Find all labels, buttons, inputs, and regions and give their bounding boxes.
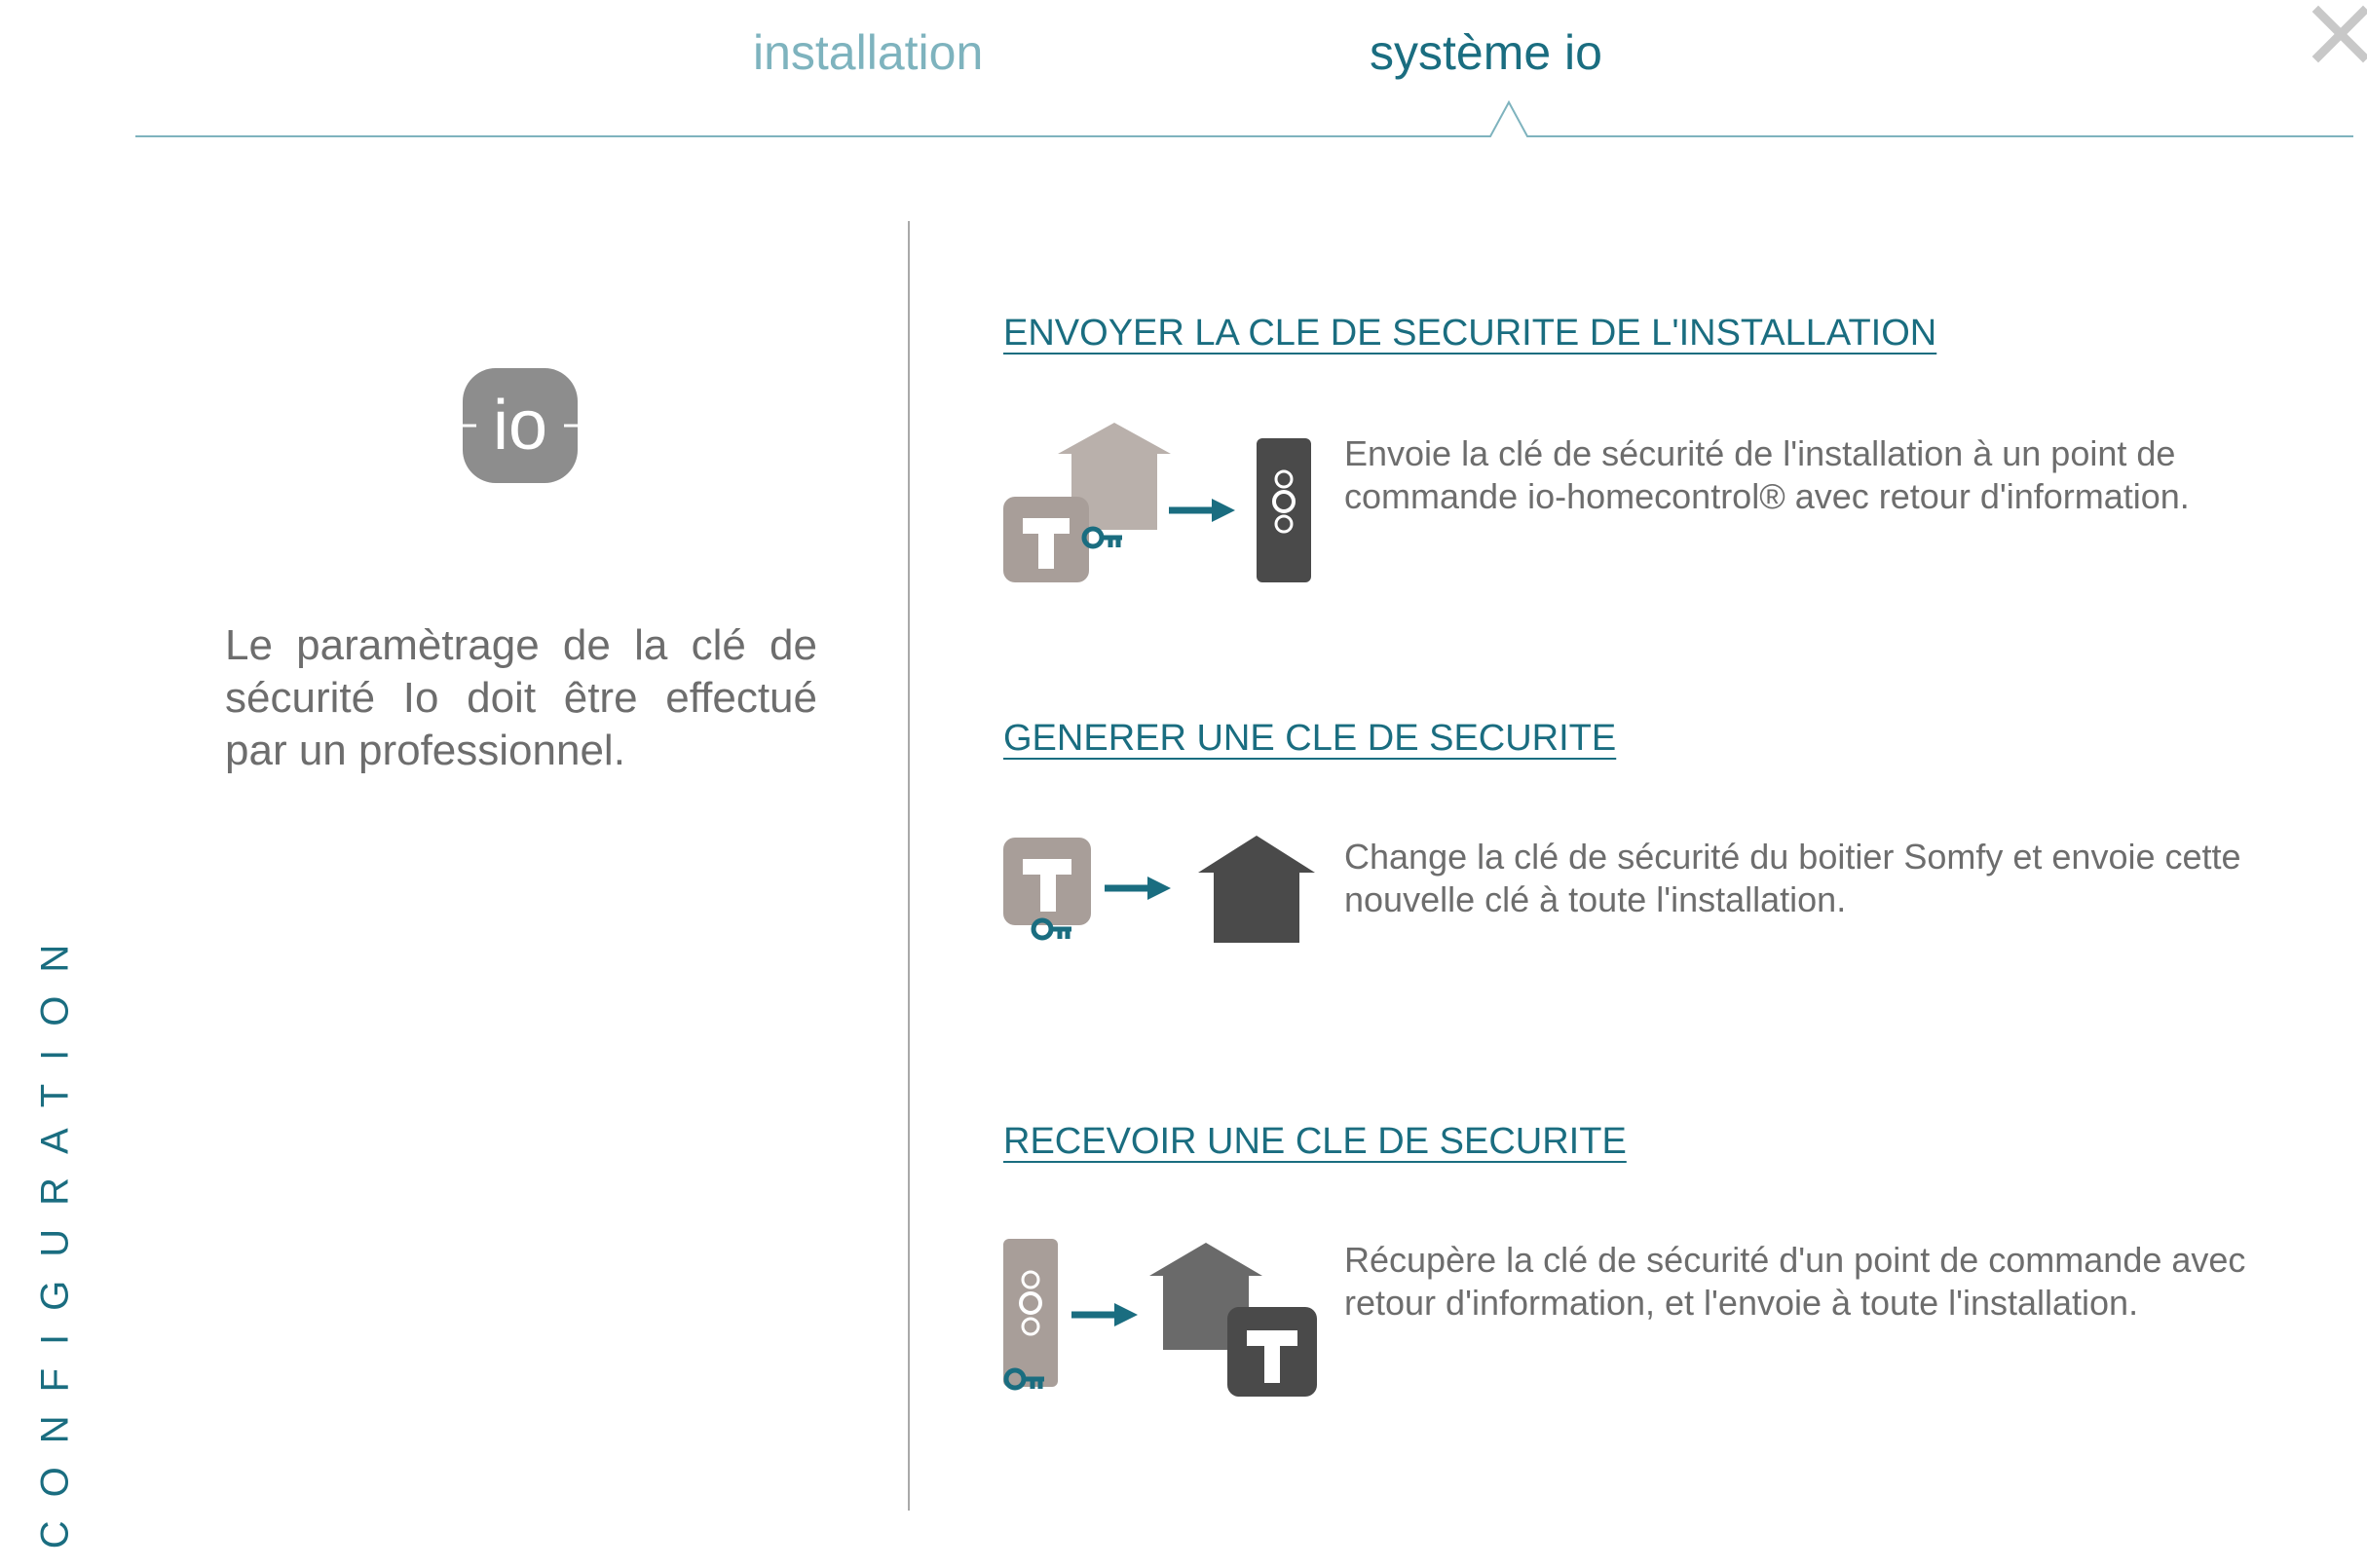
- send-key-illustration-icon: [1001, 421, 1319, 586]
- send-key-description: Envoie la clé de sécurité de l'installation à un point de commande io-homecontrol® avec retour d'information.: [1344, 433, 2190, 516]
- arrow-right-icon: [1105, 877, 1171, 900]
- tab-indicator-line: [0, 0, 2367, 156]
- generate-key-illustration-icon: [1001, 828, 1319, 993]
- io-logo-icon: [463, 368, 578, 483]
- tab-installation[interactable]: installation: [753, 25, 984, 80]
- column-divider: [908, 221, 910, 1511]
- receive-key-illustration-icon: [1001, 1235, 1319, 1400]
- remote-control-icon: [1003, 1239, 1058, 1387]
- send-key-link[interactable]: ENVOYER LA CLE DE SECURITE DE L'INSTALLATION: [1003, 313, 1937, 354]
- key-icon: [1084, 529, 1122, 547]
- generate-key-description: Change la clé de sécurité du boitier Somfy et envoie cette nouvelle clé à toute l'installation.: [1344, 837, 2241, 919]
- tab-systeme-io[interactable]: système io: [1370, 25, 1602, 80]
- receive-key-description: Récupère la clé de sécurité d'un point de commande avec retour d'information, et l'envoie à toute l'installation.: [1344, 1240, 2246, 1323]
- receive-key-link[interactable]: RECEVOIR UNE CLE DE SECURITE: [1003, 1121, 1627, 1162]
- generate-key-link[interactable]: GENERER UNE CLE DE SECURITE: [1003, 718, 1617, 759]
- side-label-configuration: CONFIGURATION: [33, 920, 77, 1549]
- close-icon[interactable]: [2311, 4, 2367, 64]
- arrow-right-icon: [1169, 499, 1235, 522]
- remote-control-icon: [1257, 438, 1311, 582]
- house-icon: [1198, 836, 1315, 943]
- io-logo-text: io: [492, 387, 548, 465]
- arrow-right-icon: [1071, 1303, 1138, 1326]
- professional-note: Le paramètrage de la clé de sécurité Io doit être effectué par un professionnel.: [225, 621, 817, 774]
